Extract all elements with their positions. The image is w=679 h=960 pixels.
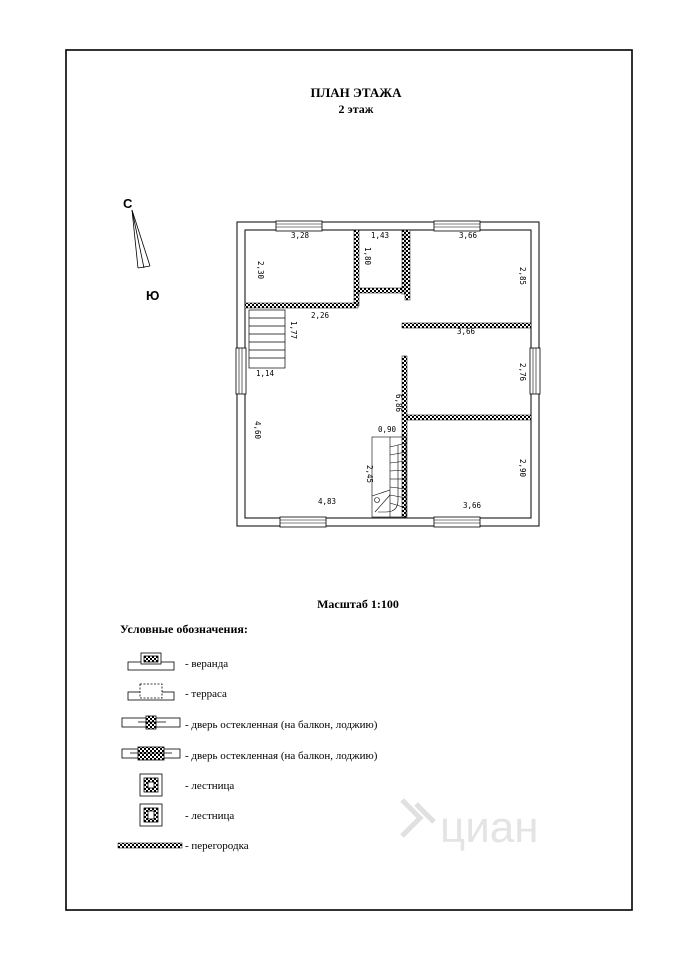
legend-symbol-glazed-door-2 bbox=[122, 747, 180, 760]
dim-small-room-height: 1,80 bbox=[363, 246, 372, 266]
outer-wall-outline bbox=[237, 222, 539, 526]
dim-room-se-height: 2,90 bbox=[518, 458, 527, 478]
dim-room-nw-height: 2,30 bbox=[256, 260, 265, 280]
compass-north-label: С bbox=[123, 196, 133, 211]
legend-item-label: - терраса bbox=[185, 688, 227, 700]
legend-symbol-glazed-door-1 bbox=[122, 716, 180, 729]
dim-room-nw-width: 3,28 bbox=[290, 231, 310, 240]
legend-labels bbox=[185, 658, 378, 852]
dim-hall-height: 4,60 bbox=[253, 420, 262, 440]
dim-stair-width: 1,14 bbox=[255, 369, 275, 378]
legend-item-label: - лестница bbox=[185, 810, 235, 822]
compass-needle bbox=[132, 210, 144, 268]
watermark-text: циан bbox=[440, 803, 539, 852]
legend-item-label: - веранда bbox=[185, 658, 229, 670]
window-top-left bbox=[276, 221, 322, 231]
legend-symbol-terrace bbox=[128, 684, 174, 700]
legend-symbol-stair-2 bbox=[140, 804, 162, 826]
legend-symbol-veranda bbox=[128, 653, 174, 670]
legend-heading: Условные обозначения: bbox=[120, 622, 248, 636]
inner-wall-outline bbox=[245, 230, 531, 518]
legend-item-label: - лестница bbox=[185, 780, 235, 792]
plan-title: ПЛАН ЭТАЖА bbox=[310, 85, 402, 100]
window-bottom-left bbox=[280, 517, 326, 527]
dim-room-ne-width: 3,66 bbox=[458, 231, 478, 240]
floor-label: 2 этаж bbox=[338, 102, 374, 116]
dim-corridor-width: 2,26 bbox=[310, 311, 330, 320]
partitions bbox=[245, 230, 531, 517]
scale-label: Масштаб 1:100 bbox=[317, 597, 399, 611]
dim-room-ne-height: 2,85 bbox=[518, 266, 527, 286]
legend-item-label: - перегородка bbox=[185, 840, 249, 852]
window-top-right bbox=[434, 221, 480, 231]
dim-stair-length: 1,77 bbox=[289, 320, 298, 340]
legend-item-label: - дверь остекленная (на балкон, лоджию) bbox=[185, 719, 378, 731]
stair-straight bbox=[249, 310, 285, 368]
floor-plan bbox=[236, 221, 540, 527]
legend-symbol-partition bbox=[118, 843, 182, 848]
legend-symbol-stair-1 bbox=[140, 774, 162, 796]
dim-partition-length: 6,86 bbox=[394, 393, 403, 413]
watermark bbox=[402, 800, 539, 852]
dim-stair2-length: 2,45 bbox=[365, 464, 374, 484]
compass-south-label: Ю bbox=[146, 288, 160, 303]
dim-hall-width: 4,83 bbox=[317, 497, 337, 506]
stair-spiral bbox=[372, 437, 406, 517]
dim-stair2-width: 0,90 bbox=[377, 425, 397, 434]
compass bbox=[123, 196, 159, 303]
dim-small-room-width: 1,43 bbox=[370, 231, 390, 240]
window-left bbox=[236, 348, 246, 394]
dim-room-e-width: 3,66 bbox=[456, 327, 476, 336]
legend-item-label: - дверь остекленная (на балкон, лоджию) bbox=[185, 750, 378, 762]
window-bottom-right bbox=[434, 517, 480, 527]
dim-room-se-width: 3,66 bbox=[462, 501, 482, 510]
window-right bbox=[530, 348, 540, 394]
dim-room-e-height: 2,76 bbox=[518, 362, 527, 382]
